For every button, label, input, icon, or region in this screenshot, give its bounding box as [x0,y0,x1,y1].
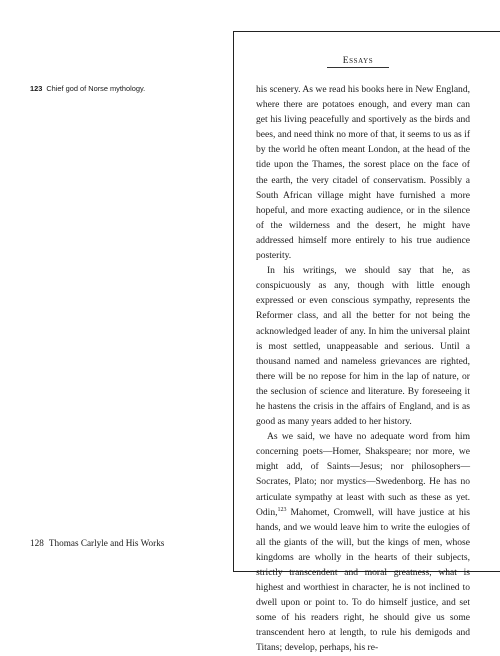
book-title: Thomas Carlyle and His Works [48,538,165,548]
footnote-number: 123 [30,84,43,93]
page-frame-top-rule [233,31,500,32]
footnote-text: Chief god of Norse mythology. [46,84,146,93]
page-frame-left-rule [233,31,234,571]
page-number: 128 [30,538,44,548]
paragraph-3-before-note: As we said, we have no adequate word from him concerning poets—Homer, Shakspeare; nor more, we might add, of Saints—Jesus; nor philosophers—Socrates, Plato; nor mystics—Swedenborg. He has no articulate sympathy at least with such as these as yet. Odin, [256,431,470,518]
footnote-reference[interactable]: 123 [277,506,287,513]
main-text [256,82,470,656]
folio [30,538,164,548]
running-head: Essays [327,56,389,68]
paragraph-3-after-note: Mahomet, Cromwell, will have justice at his hands, and we would leave him to write the eulogies of all the giants of the will, but the kings of men, whose kingdoms are wholly in the hearts of their subjects, strictly transcendent and moral greatness, what is highest and worthiest in character, he is not inclined to dwell upon or point to. To do himself justice, and set some of his readers right, he should give us some transcendent hero at length, to rule his demigods and Titans; develop, perhaps, his re- [256,506,470,654]
paragraph-3 [256,429,470,655]
footnote [30,84,220,93]
paragraph-1: his scenery. As we read his books here in New England, where there are potatoes enough, and every man can get his living peacefully and sportively as the birds and bees, and need think no more of that, it seems to us as if by the world he often meant London, at the head of the tide upon the Thames, the sorest place on the face of the earth, the very citadel of conservatism. Possibly a South African village might have furnished a more hopeful, and more exacting audience, or in the silence of the wilderness and the desert, he might have addressed himself more entirely to his true audience posterity. [256,84,470,262]
paragraph-2: In his writings, we should say that he, as conspicuously as any, though with little enough expressed or even conscious sympathy, represents the Reformer class, and all the better for not being the acknowledged leader of any. In him the universal plaint is most settled, unappeasable and serious. Until a thousand named and nameless grievances are righted, there will be no repose for him in the lap of nature, or the seclusion of science and literature. By foreseeing it he hastens the crisis in the affairs of England, and is as good as many years added to her history. [256,265,470,428]
